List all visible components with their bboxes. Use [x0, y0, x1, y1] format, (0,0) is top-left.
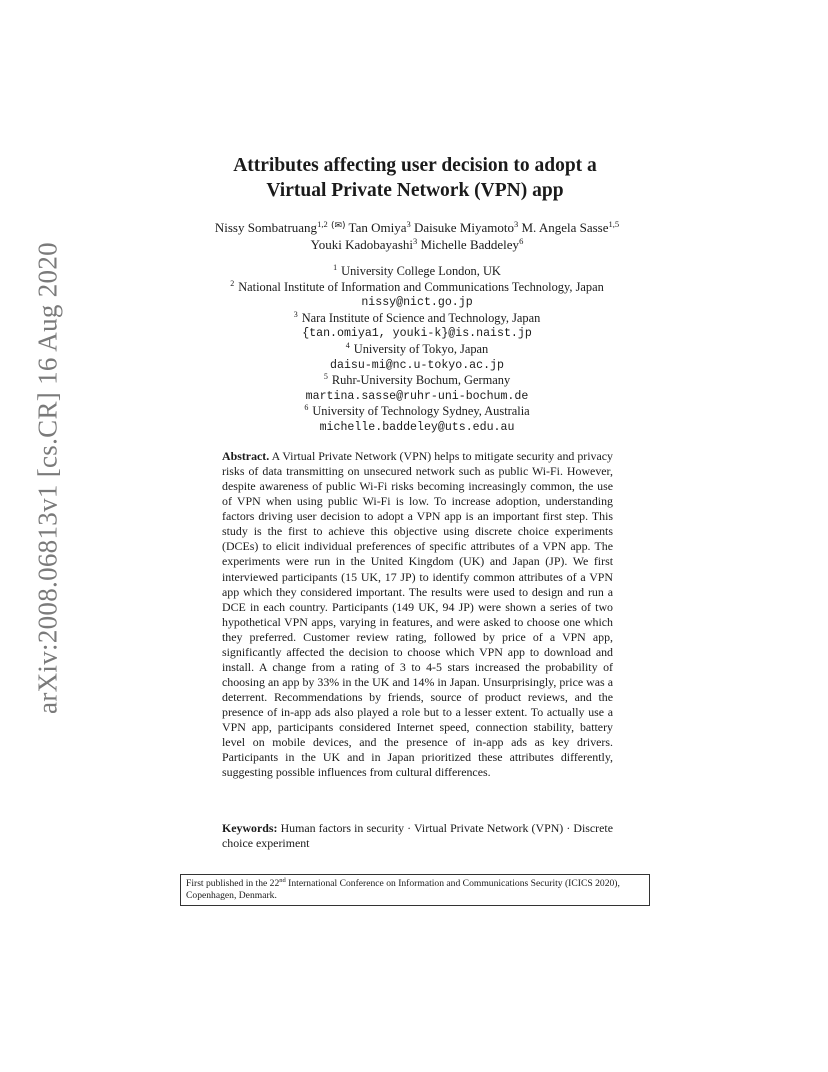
keywords: [222, 821, 613, 851]
affiliation-list: [150, 264, 684, 436]
keywords-text: Human factors in security · Virtual Private Network (VPN) · Discrete choice experiment: [222, 821, 613, 851]
title-line-2: Virtual Private Network (VPN) app: [266, 180, 564, 201]
affiliation-3: $^3$ Nara Institute of Science and Technology, Japan: [293, 309, 541, 325]
email-4: daisu-mi@nc.u-tokyo.ac.jp: [330, 358, 504, 372]
author-sup: 3: [413, 236, 418, 246]
email-3: {tan.omiya1, youki-k}@is.naist.jp: [302, 327, 532, 341]
affiliation-6: $^6$ University of Technology Sydney, Australia: [304, 403, 530, 419]
title-line-1: Attributes affecting user decision to adopt a: [233, 155, 597, 176]
author-sup: 1,5: [608, 219, 620, 229]
author-name: Michelle Baddeley: [420, 237, 520, 252]
author-name: Tan Omiya: [348, 220, 407, 235]
author-name: Daisuke Miyamoto: [413, 220, 514, 235]
abstract: [222, 449, 613, 780]
author-name: Nissy Sombatruang: [214, 220, 318, 235]
author-name: M. Angela Sasse: [521, 220, 609, 235]
publication-footnote: First published in the 22nd International Conference on Information and Communications Security (ICICS 2020), Copenhagen, Denmark.: [180, 874, 650, 906]
author-name: Youki Kadobayashi: [310, 237, 413, 252]
keywords-label: Keywords:: [222, 821, 278, 835]
author-list: [150, 218, 684, 253]
affiliation-4: $^4$ University of Tokyo, Japan: [345, 340, 489, 356]
affiliation-5: $^5$ Ruhr-University Bochum, Germany: [323, 372, 511, 388]
author-sup: 1,2: [317, 219, 328, 229]
paper-title: [150, 153, 680, 203]
author-sup: 3: [513, 219, 519, 229]
affiliation-2: $^2$ National Institute of Information and Communications Technology, Japan: [230, 278, 604, 294]
author-line-1: [150, 218, 684, 236]
abstract-label: Abstract.: [222, 449, 270, 463]
author-line-2: [150, 236, 684, 253]
author-sup: 6: [519, 236, 524, 246]
author-sup: 3: [406, 219, 411, 229]
email-2: nissy@nict.go.jp: [361, 296, 473, 310]
email-6: michelle.baddeley@uts.edu.au: [319, 420, 515, 434]
email-5: martina.sasse@ruhr-uni-bochum.de: [305, 389, 529, 403]
affiliation-1: $^1$ University College London, UK: [333, 263, 501, 278]
envelope-icon: (✉): [330, 221, 346, 231]
abstract-text: A Virtual Private Network (VPN) helps to mitigate security and privacy risks of data transmitting on unsecured network such as public Wi-Fi. However, despite awareness of public Wi-Fi risks becoming increasingly common, the use of VPN when using public Wi-Fi is low. To increase adoption, understanding factors driving user decision to adopt a VPN app is an important first step. This study is the first to achieve this objective using discrete choice experiments (DCEs) to elicit individual preferences of specific attributes of a VPN app. The experiments were run in the United Kingdom (UK) and Japan (JP). We first interviewed participants (15 UK, 17 JP) to identify common attributes of a VPN app which they considered important. The results were used to design and run a DCE in each country. Participants (149 UK, 94 JP) were shown a series of two hypothetical VPN apps, varying in features, and were asked to choose one which they preferred. Customer review rating, followed by price of a VPN app, significantly affected the decision to choose which VPN app to download and install. A change from a rating of 3 to 4-5 stars increased the probability of choosing an app by 33% in the UK and 14% in Japan. Unsurprisingly, price was a deterrent. Recommendations by friends, source of product reviews, and the presence of in-app ads also played a role but to a lesser extent. To actually use a VPN app, participants considered Internet speed, connection stability, battery level on mobile devices, and the presence of in-app ads as key drivers. Participants in the UK and in Japan prioritized these attributes differently, suggesting possible influences from cultural differences.: [222, 449, 613, 780]
arxiv-stamp: arXiv:2008.06813v1 [cs.CR] 16 Aug 2020: [32, 242, 63, 714]
